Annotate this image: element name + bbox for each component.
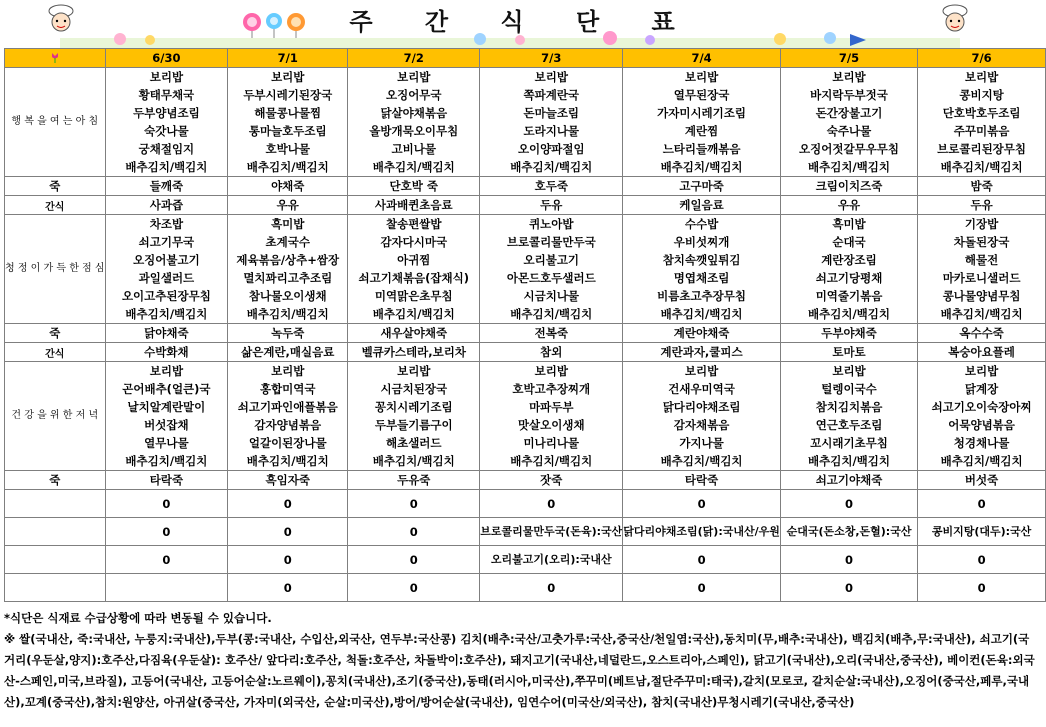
snack-cell[interactable]: 두유 xyxy=(480,196,623,215)
tulip-icon xyxy=(5,49,106,68)
lunch-cell[interactable]: 흑미밥 순대국 계란장조림 쇠고기당평채 미역줄기볶음 배추김치/백김치 xyxy=(780,215,917,324)
empty-cell xyxy=(5,546,106,574)
origin-value[interactable]: 0 xyxy=(623,490,781,518)
snack-cell[interactable]: 우유 xyxy=(228,196,348,215)
date-header: 7/3 xyxy=(480,49,623,68)
snack-cell[interactable]: 수박화채 xyxy=(105,343,228,362)
row-label-juk: 죽 xyxy=(5,471,106,490)
breakfast-cell[interactable]: 보리밥 두부시레기된장국 해물콩나물찜 통마늘호두조림 호박나물 배추김치/백김치 xyxy=(228,68,348,177)
origin-value[interactable]: 0 xyxy=(918,490,1046,518)
breakfast-cell[interactable]: 보리밥 콩비지탕 단호박호두조림 주꾸미볶음 브로콜리된장무침 배추김치/백김치 xyxy=(918,68,1046,177)
notes-origin-text: ※ 쌀(국내산, 죽:국내산, 누룽지:국내산),두부(콩:국내산, 수입산,외국산, 연두부:국산콩) 김치(배추:국산/고춧가루:국산,중국산/천일염:국산),동치미(무,배추:국내산), 백김치(배추,무:국내산), 쇠고기(국거리(우둔살,양지):호주산,다짐육(우둔살): 호주산/ 앞다리:호주산, 척돌:호주산, 차돌박이:호주산), 돼지고기(국내산,네덜란드,오스트리아,스페인), 닭고기(국내산),오리(국내산,중국산), 베이컨(돈육:외국산-스페인,미국,브라질), 고등어(국내산, 고등어순살:노르웨이),꽁치(국내산),조기(중국산),동태(러시아,미국산),쭈꾸미(베트남,절단주꾸미:태국),갈치(모로코, 갈치순살:국내산),오징어(중국산,페루,국내산),꼬계(중국산),참치:원양산, 아귀살(중국산, 가자미(외국산, 순살:미국산),방어/방어순살(국내산), 임연수어(미국산/외국산), 참치(국내산)무청시레기(국내산,중국산) xyxy=(4,632,1035,709)
snack-cell[interactable]: 사과즙 xyxy=(105,196,228,215)
notes-section xyxy=(4,608,1040,713)
juk-cell[interactable]: 단호박 죽 xyxy=(348,177,480,196)
row-label-dinner: 건 강 을 위 한 저 녁 xyxy=(5,362,106,471)
lunch-cell[interactable]: 기장밥 차돌된장국 해물전 마카로니샐러드 콩나물양념무침 배추김치/백김치 xyxy=(918,215,1046,324)
snack-cell[interactable]: 사과배퀸초음료 xyxy=(348,196,480,215)
juk-cell[interactable]: 쇠고기야채죽 xyxy=(780,471,917,490)
juk-cell[interactable]: 닭야채죽 xyxy=(105,324,228,343)
breakfast-cell[interactable]: 보리밥 황태무채국 두부양념조림 숙갓나물 궁채절임지 배추김치/백김치 xyxy=(105,68,228,177)
origin-value[interactable]: 브로콜리물만두국(돈육):국산 xyxy=(480,518,623,546)
origin-value[interactable]: 순대국(돈소창,돈혈):국산 xyxy=(780,518,917,546)
snack-cell[interactable]: 삶은계란,매실음료 xyxy=(228,343,348,362)
origin-value[interactable]: 0 xyxy=(105,518,228,546)
origin-row-3 xyxy=(5,546,1046,574)
date-header: 7/5 xyxy=(780,49,917,68)
origin-value[interactable] xyxy=(105,574,228,602)
origin-value[interactable]: 0 xyxy=(480,490,623,518)
dinner-cell[interactable]: 보리밥 곤어배추(얼큰)국 날치알계란말이 버섯잡채 열무나물 배추김치/백김치 xyxy=(105,362,228,471)
breakfast-cell[interactable]: 보리밥 바지락두부젓국 돈간장불고기 숙주나물 오징어젓갈무우무침 배추김치/백김치 xyxy=(780,68,917,177)
origin-value[interactable]: 0 xyxy=(780,574,917,602)
origin-value[interactable]: 0 xyxy=(228,574,348,602)
origin-row-4 xyxy=(5,574,1046,602)
juk-cell[interactable]: 들깨죽 xyxy=(105,177,228,196)
juk-cell[interactable]: 전복죽 xyxy=(480,324,623,343)
lunch-cell[interactable]: 수수밥 우비섯찌개 참치속깻잎튀김 명엽채조림 비름초고추장무침 배추김치/백김치 xyxy=(623,215,781,324)
breakfast-juk-row xyxy=(5,177,1046,196)
dinner-row xyxy=(5,362,1046,471)
weekly-menu-table xyxy=(4,48,1046,602)
date-header: 7/4 xyxy=(623,49,781,68)
breakfast-cell[interactable]: 보리밥 쪽파계란국 돈마늘조림 도라지나물 오이양파절임 배추김치/백김치 xyxy=(480,68,623,177)
empty-cell xyxy=(5,574,106,602)
juk-cell[interactable]: 잣죽 xyxy=(480,471,623,490)
origin-row-1 xyxy=(5,490,1046,518)
lunch-cell[interactable]: 퀴노아밥 브로콜리물만두국 오리불고기 아몬드호두샐러드 시금치나물 배추김치/백김치 xyxy=(480,215,623,324)
empty-cell xyxy=(5,490,106,518)
origin-value[interactable]: 0 xyxy=(105,490,228,518)
origin-value[interactable]: 콩비지탕(대두):국산 xyxy=(918,518,1046,546)
breakfast-snack-row xyxy=(5,196,1046,215)
date-header-row xyxy=(5,49,1046,68)
snack-cell[interactable]: 참외 xyxy=(480,343,623,362)
juk-cell[interactable]: 고구마죽 xyxy=(623,177,781,196)
origin-value[interactable]: 0 xyxy=(623,574,781,602)
snack-cell[interactable]: 복숭아요플레 xyxy=(918,343,1046,362)
juk-cell[interactable]: 타락죽 xyxy=(623,471,781,490)
dinner-cell[interactable]: 보리밥 닭계장 쇠고기오이숙장아찌 어묵양념볶음 청경채나물 배추김치/백김치 xyxy=(918,362,1046,471)
breakfast-row xyxy=(5,68,1046,177)
title-banner xyxy=(0,0,1046,48)
origin-value[interactable]: 0 xyxy=(348,518,480,546)
date-header: 7/1 xyxy=(228,49,348,68)
row-label-breakfast: 행 복 을 여 는 아 침 xyxy=(5,68,106,177)
date-header: 7/2 xyxy=(348,49,480,68)
juk-cell[interactable]: 크림이치즈죽 xyxy=(780,177,917,196)
empty-cell xyxy=(5,518,106,546)
dinner-cell[interactable]: 보리밥 호박고추장찌개 마파두부 맛살오이생채 미나리나물 배추김치/백김치 xyxy=(480,362,623,471)
lunch-juk-row xyxy=(5,324,1046,343)
breakfast-cell[interactable]: 보리밥 오징어무국 닭살야채볶음 올방개묵오이무침 고비나물 배추김치/백김치 xyxy=(348,68,480,177)
dinner-cell[interactable]: 보리밥 건새우미역국 닭다리야채조림 감자채볶음 가지나물 배추김치/백김치 xyxy=(623,362,781,471)
breakfast-cell[interactable]: 보리밥 열무된장국 가자미시레기조림 계란찜 느타리들깨볶음 배추김치/백김치 xyxy=(623,68,781,177)
juk-cell[interactable]: 옥수수죽 xyxy=(918,324,1046,343)
snack-cell[interactable]: 벨큐카스테라,보리차 xyxy=(348,343,480,362)
juk-cell[interactable]: 호두죽 xyxy=(480,177,623,196)
origin-value[interactable]: 0 xyxy=(480,574,623,602)
origin-value[interactable]: 0 xyxy=(228,546,348,574)
date-header: 6/30 xyxy=(105,49,228,68)
juk-cell[interactable]: 야채죽 xyxy=(228,177,348,196)
lunch-cell[interactable]: 찰송편쌀밥 감자다시마국 아귀찜 쇠고기채볶음(잡채식) 미역맑은초무침 배추김치/백김치 xyxy=(348,215,480,324)
origin-value[interactable]: 닭다리야채조림(닭):국내산/우원 xyxy=(623,518,781,546)
row-label-lunch: 청 정 이 가 득 한 점 심 xyxy=(5,215,106,324)
snack-cell[interactable]: 두유 xyxy=(918,196,1046,215)
dinner-juk-row xyxy=(5,471,1046,490)
snack-cell[interactable]: 계란과자,쿨피스 xyxy=(623,343,781,362)
juk-cell[interactable]: 계란야채죽 xyxy=(623,324,781,343)
date-header: 7/6 xyxy=(918,49,1046,68)
juk-cell[interactable]: 타락죽 xyxy=(105,471,228,490)
dinner-cell[interactable]: 보리밥 시금치된장국 꽁치시레기조림 두부들기름구이 해초샐러드 배추김치/백김치 xyxy=(348,362,480,471)
lunch-cell[interactable]: 흑미밥 초계국수 제육볶음/상추+쌈장 멸치꽈리고추조림 참나물오이생채 배추김치/백김치 xyxy=(228,215,348,324)
row-label-juk: 죽 xyxy=(5,324,106,343)
row-label-snack: 간식 xyxy=(5,343,106,362)
origin-row-2 xyxy=(5,518,1046,546)
origin-value[interactable]: 0 xyxy=(228,490,348,518)
origin-value[interactable]: 0 xyxy=(918,574,1046,602)
origin-value[interactable]: 0 xyxy=(348,490,480,518)
snack-cell[interactable]: 토마토 xyxy=(780,343,917,362)
juk-cell[interactable]: 버섯죽 xyxy=(918,471,1046,490)
juk-cell[interactable]: 두유죽 xyxy=(348,471,480,490)
row-label-juk: 죽 xyxy=(5,177,106,196)
juk-cell[interactable]: 밤죽 xyxy=(918,177,1046,196)
origin-value[interactable]: 오리불고기(오리):국내산 xyxy=(480,546,623,574)
origin-value[interactable]: 0 xyxy=(918,546,1046,574)
lunch-cell[interactable]: 차조밥 쇠고기무국 오징어불고기 과일샐러드 오이고추된장무침 배추김치/백김치 xyxy=(105,215,228,324)
juk-cell[interactable]: 새우살야채죽 xyxy=(348,324,480,343)
lunch-snack-row xyxy=(5,343,1046,362)
origin-value[interactable]: 0 xyxy=(348,574,480,602)
row-label-snack: 간식 xyxy=(5,196,106,215)
origin-value[interactable]: 0 xyxy=(780,490,917,518)
origin-value[interactable]: 0 xyxy=(348,546,480,574)
snack-cell[interactable]: 우유 xyxy=(780,196,917,215)
snack-cell[interactable]: 케일음료 xyxy=(623,196,781,215)
dinner-cell[interactable]: 보리밥 털렝이국수 참치김치볶음 연근호두조림 꼬시래기초무침 배추김치/백김치 xyxy=(780,362,917,471)
origin-value[interactable]: 0 xyxy=(780,546,917,574)
origin-value[interactable]: 0 xyxy=(623,546,781,574)
lunch-row xyxy=(5,215,1046,324)
origin-value[interactable]: 0 xyxy=(228,518,348,546)
notes-change-line: *식단은 식재료 수급상황에 따라 변동될 수 있습니다. xyxy=(4,611,272,625)
page-title: 주 간 식 단 표 xyxy=(349,8,697,36)
juk-cell[interactable]: 두부야채죽 xyxy=(780,324,917,343)
dinner-cell[interactable]: 보리밥 홍합미역국 쇠고기파인애플볶음 감자양념볶음 얼갈이된장나물 배추김치/백김치 xyxy=(228,362,348,471)
origin-value[interactable]: 0 xyxy=(105,546,228,574)
juk-cell[interactable]: 흑임자죽 xyxy=(228,471,348,490)
juk-cell[interactable]: 녹두죽 xyxy=(228,324,348,343)
